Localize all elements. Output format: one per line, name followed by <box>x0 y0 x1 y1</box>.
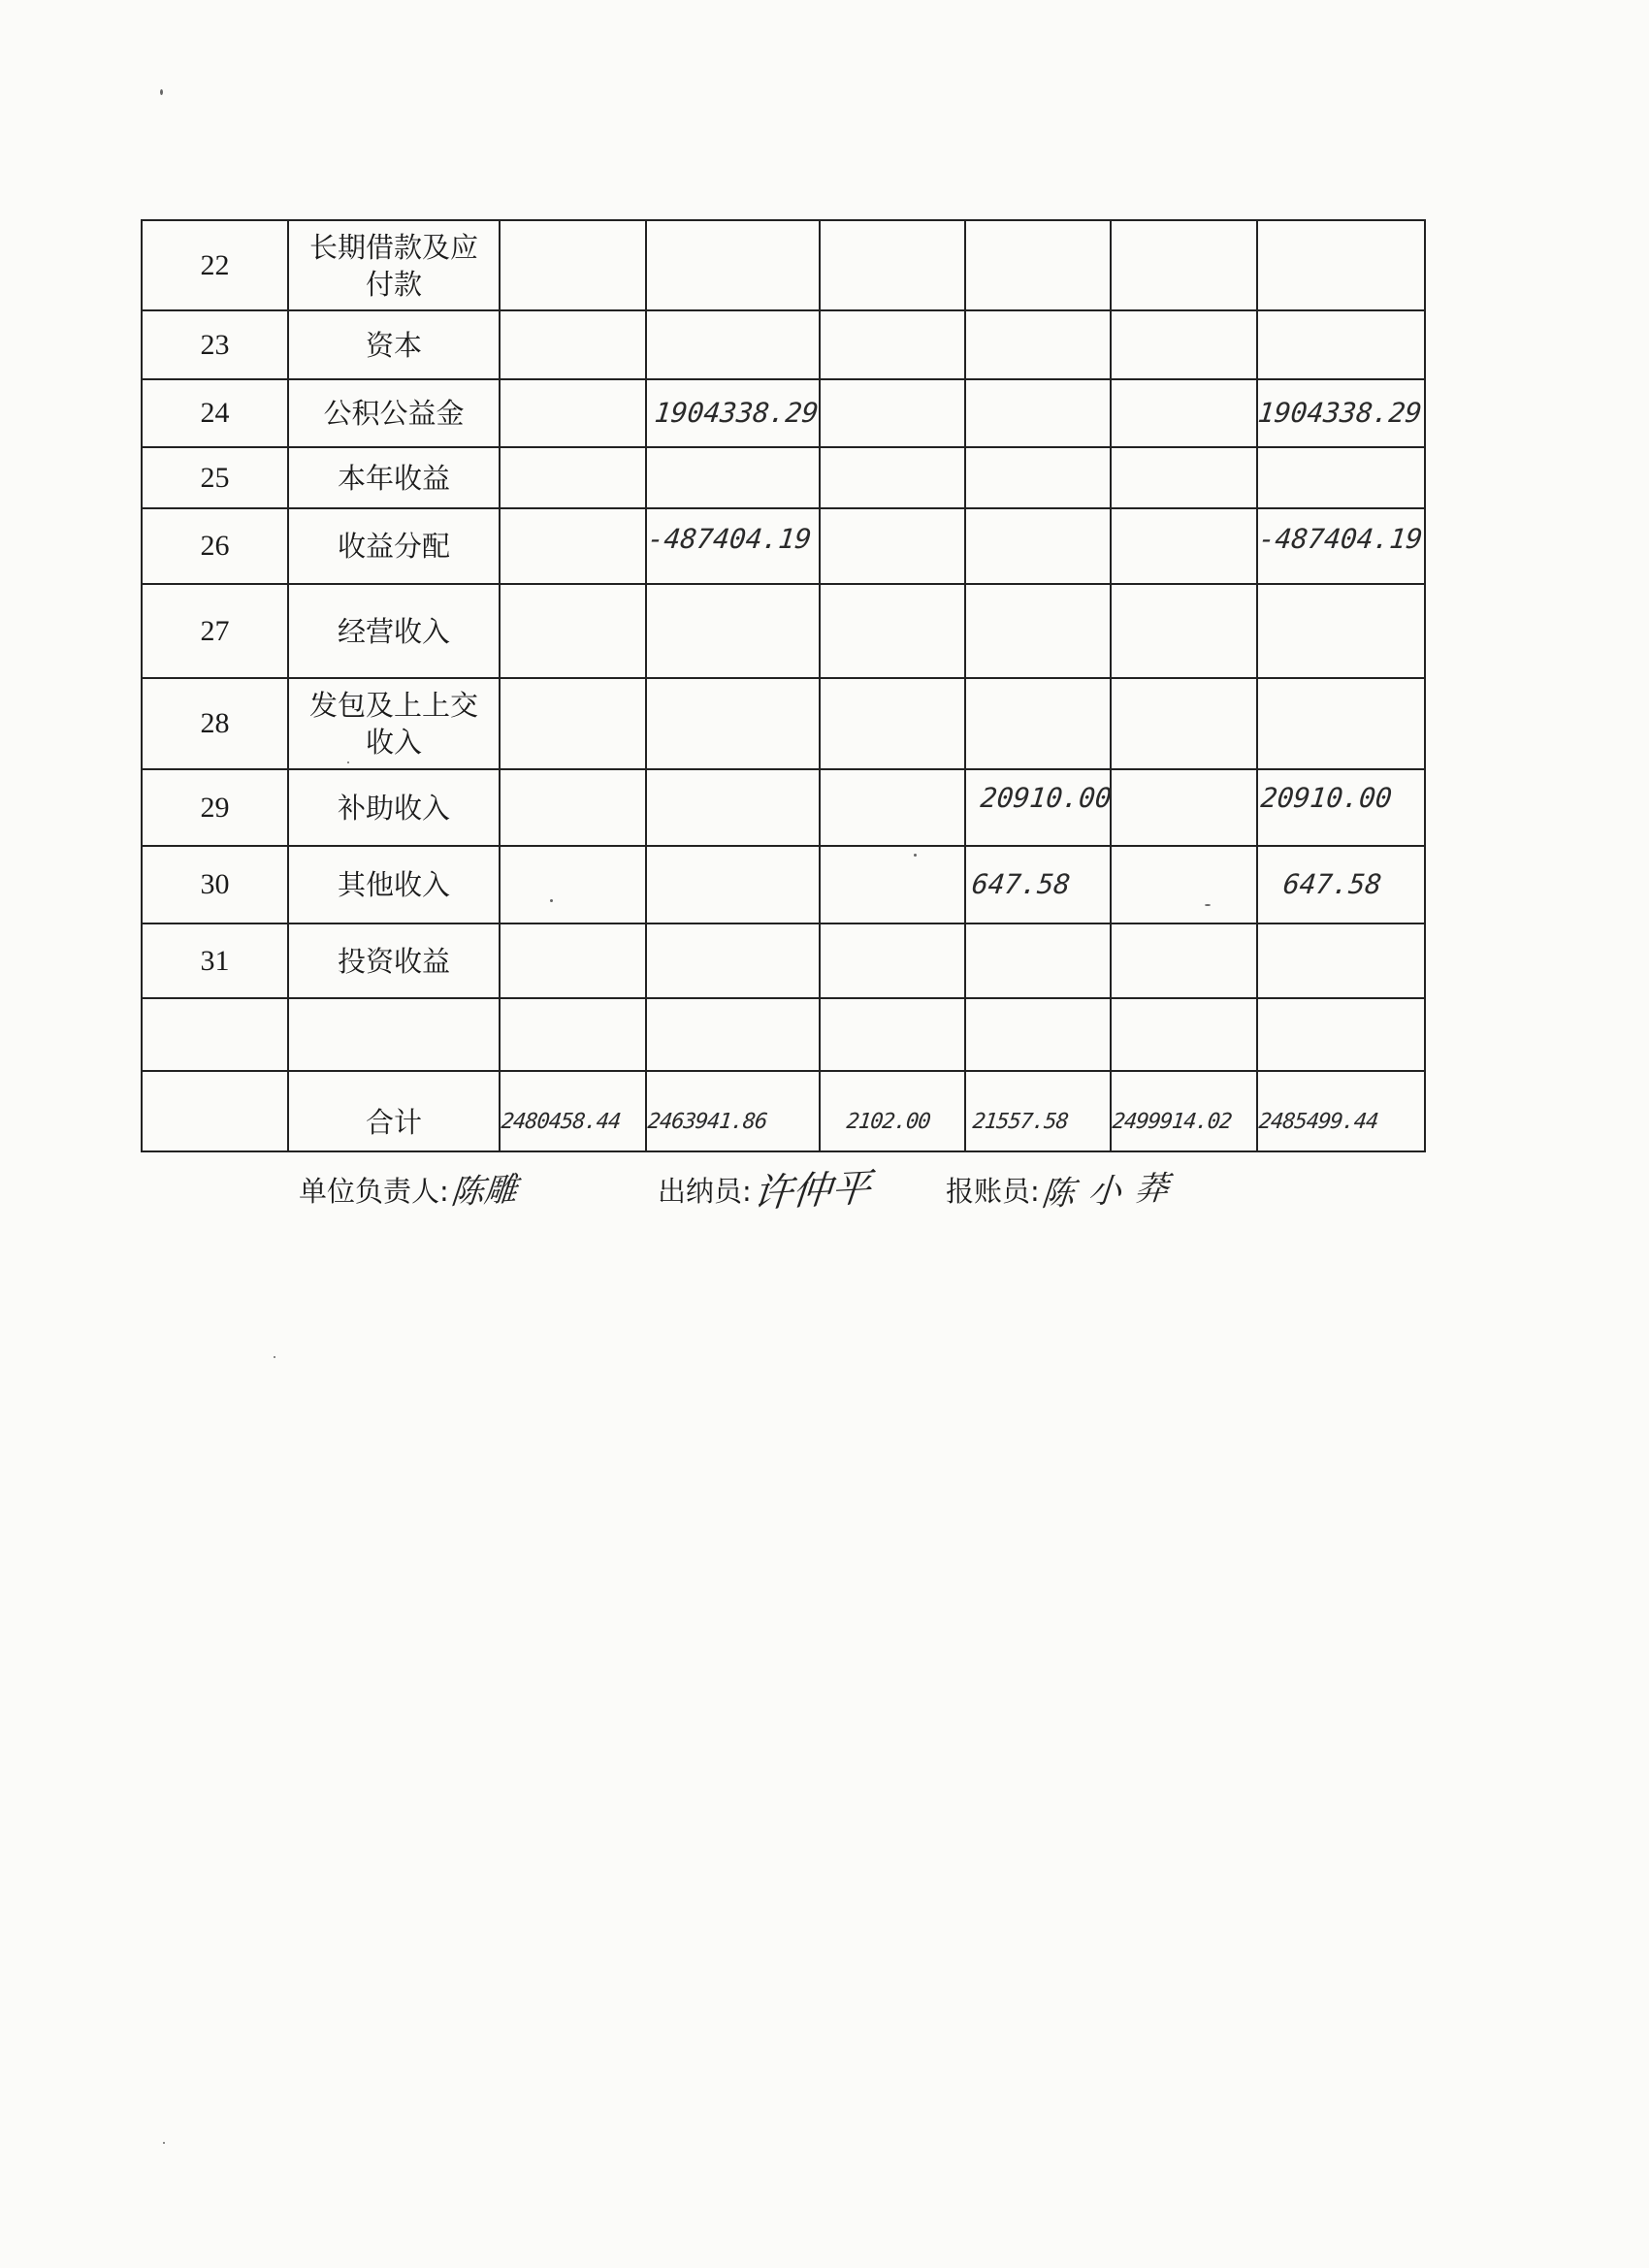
account-name-line1: 本年收益 <box>337 461 450 495</box>
cell-col4: -487404.19 <box>642 508 824 584</box>
account-name-line1: 经营收入 <box>337 614 450 648</box>
cell-col8 <box>1253 998 1428 1071</box>
cell-col3 <box>495 220 651 310</box>
cell-col5 <box>815 220 970 310</box>
cell-col4 <box>641 678 824 769</box>
total-col7: 2499914.02 <box>1107 1071 1262 1151</box>
table-row <box>142 220 1425 310</box>
cell-col3 <box>496 379 649 447</box>
table-row <box>142 769 1425 846</box>
cell-col7 <box>1107 998 1261 1071</box>
total-label: 合计 <box>288 1071 500 1151</box>
cell-col8 <box>1254 310 1429 379</box>
total-row <box>142 1071 1425 1151</box>
cashier-signature <box>658 1165 873 1217</box>
cell-col5 <box>815 678 970 769</box>
cashier-name: 许仲平 <box>751 1165 873 1217</box>
scan-speck <box>160 89 163 95</box>
cell-col3 <box>496 998 650 1071</box>
row-number: 31 <box>142 923 288 998</box>
cell-col5 <box>816 447 968 508</box>
table-row <box>142 310 1425 379</box>
table-row <box>142 379 1425 447</box>
row-number: 26 <box>142 508 288 584</box>
account-name <box>288 846 500 923</box>
row-number: 27 <box>142 584 288 678</box>
cell-col8 <box>1253 923 1429 998</box>
table-row <box>142 923 1425 998</box>
cell-col8 <box>1254 447 1428 508</box>
row-number: 30 <box>142 846 288 923</box>
cell-col5 <box>815 846 968 923</box>
account-name <box>288 998 500 1071</box>
row-number: 22 <box>142 220 288 310</box>
scan-speck <box>914 854 917 857</box>
unit-head-label: 单位负责人: <box>299 1175 449 1208</box>
scan-speck <box>1205 904 1211 906</box>
cell-col7 <box>1107 508 1261 584</box>
cell-col6 <box>960 220 1116 310</box>
cell-col8: 1904338.29 <box>1254 379 1429 447</box>
row-number: 29 <box>142 769 288 846</box>
table-row <box>142 678 1425 769</box>
account-name <box>288 508 500 584</box>
account-name <box>288 923 500 998</box>
cashier-label: 出纳员: <box>658 1175 752 1208</box>
scan-speck <box>163 2142 165 2144</box>
scan-speck <box>550 899 553 902</box>
cell-col3 <box>497 447 650 508</box>
cell-col8: 647.58 <box>1253 846 1429 923</box>
unit-head-name: 陈雕 <box>448 1170 519 1213</box>
account-name-line1: 其他收入 <box>337 868 450 901</box>
account-name-line2: 付款 <box>365 267 422 301</box>
cell-col8 <box>1253 220 1430 310</box>
cell-col8: -487404.19 <box>1253 508 1429 584</box>
total-col6: 21557.58 <box>960 1071 1116 1151</box>
account-name-line1: 收益分配 <box>337 530 450 563</box>
account-name-line1: 资本 <box>365 328 422 362</box>
ledger-table <box>141 219 1426 1152</box>
row-number: 23 <box>142 310 288 379</box>
account-name <box>288 447 500 508</box>
table-row <box>142 846 1425 923</box>
cell-col7 <box>1108 379 1261 447</box>
account-name-line1: 发包及上上交 <box>308 689 478 722</box>
bookkeeper-label: 报账员: <box>946 1175 1040 1208</box>
cell-col6 <box>959 584 1116 678</box>
account-name-line1: 长期借款及应 <box>308 230 478 264</box>
table-row <box>142 998 1425 1071</box>
table-row <box>142 584 1425 678</box>
row-number <box>142 1071 288 1151</box>
bookkeeper-signature <box>946 1168 1183 1215</box>
account-name <box>288 769 500 846</box>
cell-col5 <box>816 998 969 1071</box>
cell-col3 <box>496 508 650 584</box>
cell-col7 <box>1108 447 1261 508</box>
cell-col8: 20910.00 <box>1253 769 1429 846</box>
cell-col6 <box>961 379 1115 447</box>
cell-col4: 1904338.29 <box>642 379 823 447</box>
total-col8: 2485499.44 <box>1253 1071 1429 1151</box>
ledger-body <box>142 220 1425 1151</box>
account-name-line2: 收入 <box>365 726 422 759</box>
signature-line <box>0 1165 1649 1249</box>
bookkeeper-name: 陈小莽 <box>1039 1168 1183 1215</box>
cell-col6 <box>961 310 1115 379</box>
cell-col7 <box>1106 678 1262 769</box>
total-col4: 2463941.86 <box>642 1071 824 1151</box>
cell-col3 <box>495 584 651 678</box>
cell-col3 <box>496 310 649 379</box>
account-name-line1: 补助收入 <box>337 791 450 825</box>
cell-col4 <box>643 447 823 508</box>
cell-col5 <box>815 508 968 584</box>
row-number: 25 <box>142 447 288 508</box>
cell-col5 <box>815 769 968 846</box>
cell-col7 <box>1107 220 1263 310</box>
total-col5: 2102.00 <box>815 1071 969 1151</box>
cell-col6 <box>960 508 1115 584</box>
account-name <box>288 678 500 769</box>
cell-col3 <box>496 846 650 923</box>
cell-col6: 20910.00 <box>960 769 1115 846</box>
cell-col7 <box>1107 923 1261 998</box>
scan-speck <box>274 1356 275 1358</box>
row-number <box>142 998 288 1071</box>
account-name-line1: 公积公益金 <box>323 397 465 430</box>
cell-col3 <box>496 923 650 998</box>
cell-col6 <box>961 998 1116 1071</box>
cell-col7 <box>1107 769 1261 846</box>
cell-col6 <box>961 923 1116 998</box>
cell-col7 <box>1107 846 1261 923</box>
cell-col5 <box>816 379 968 447</box>
cell-col8 <box>1252 678 1429 769</box>
account-name <box>288 310 500 379</box>
cell-col3 <box>496 769 650 846</box>
row-number: 28 <box>142 678 288 769</box>
cell-col4 <box>642 769 824 846</box>
cell-col4 <box>642 923 824 998</box>
cell-col3 <box>495 678 651 769</box>
account-name <box>288 220 500 310</box>
row-number: 24 <box>142 379 288 447</box>
total-col3: 2480458.44 <box>496 1071 651 1151</box>
cell-col4 <box>642 998 823 1071</box>
table-row <box>142 508 1425 584</box>
cell-col7 <box>1108 310 1261 379</box>
cell-col4 <box>641 584 824 678</box>
cell-col5 <box>816 310 968 379</box>
cell-col6 <box>960 678 1116 769</box>
scan-speck <box>347 761 349 763</box>
cell-col7 <box>1106 584 1262 678</box>
unit-head-signature <box>299 1172 517 1211</box>
account-name <box>288 584 500 678</box>
table-row <box>142 447 1425 508</box>
account-name <box>288 379 500 447</box>
cell-col6 <box>961 447 1114 508</box>
cell-col4 <box>642 846 824 923</box>
cell-col5 <box>814 584 969 678</box>
cell-col8 <box>1252 584 1430 678</box>
cell-col6: 647.58 <box>960 846 1115 923</box>
cell-col5 <box>816 923 969 998</box>
account-name-line1: 投资收益 <box>337 944 450 978</box>
cell-col4 <box>642 310 823 379</box>
cell-col4 <box>641 220 824 310</box>
